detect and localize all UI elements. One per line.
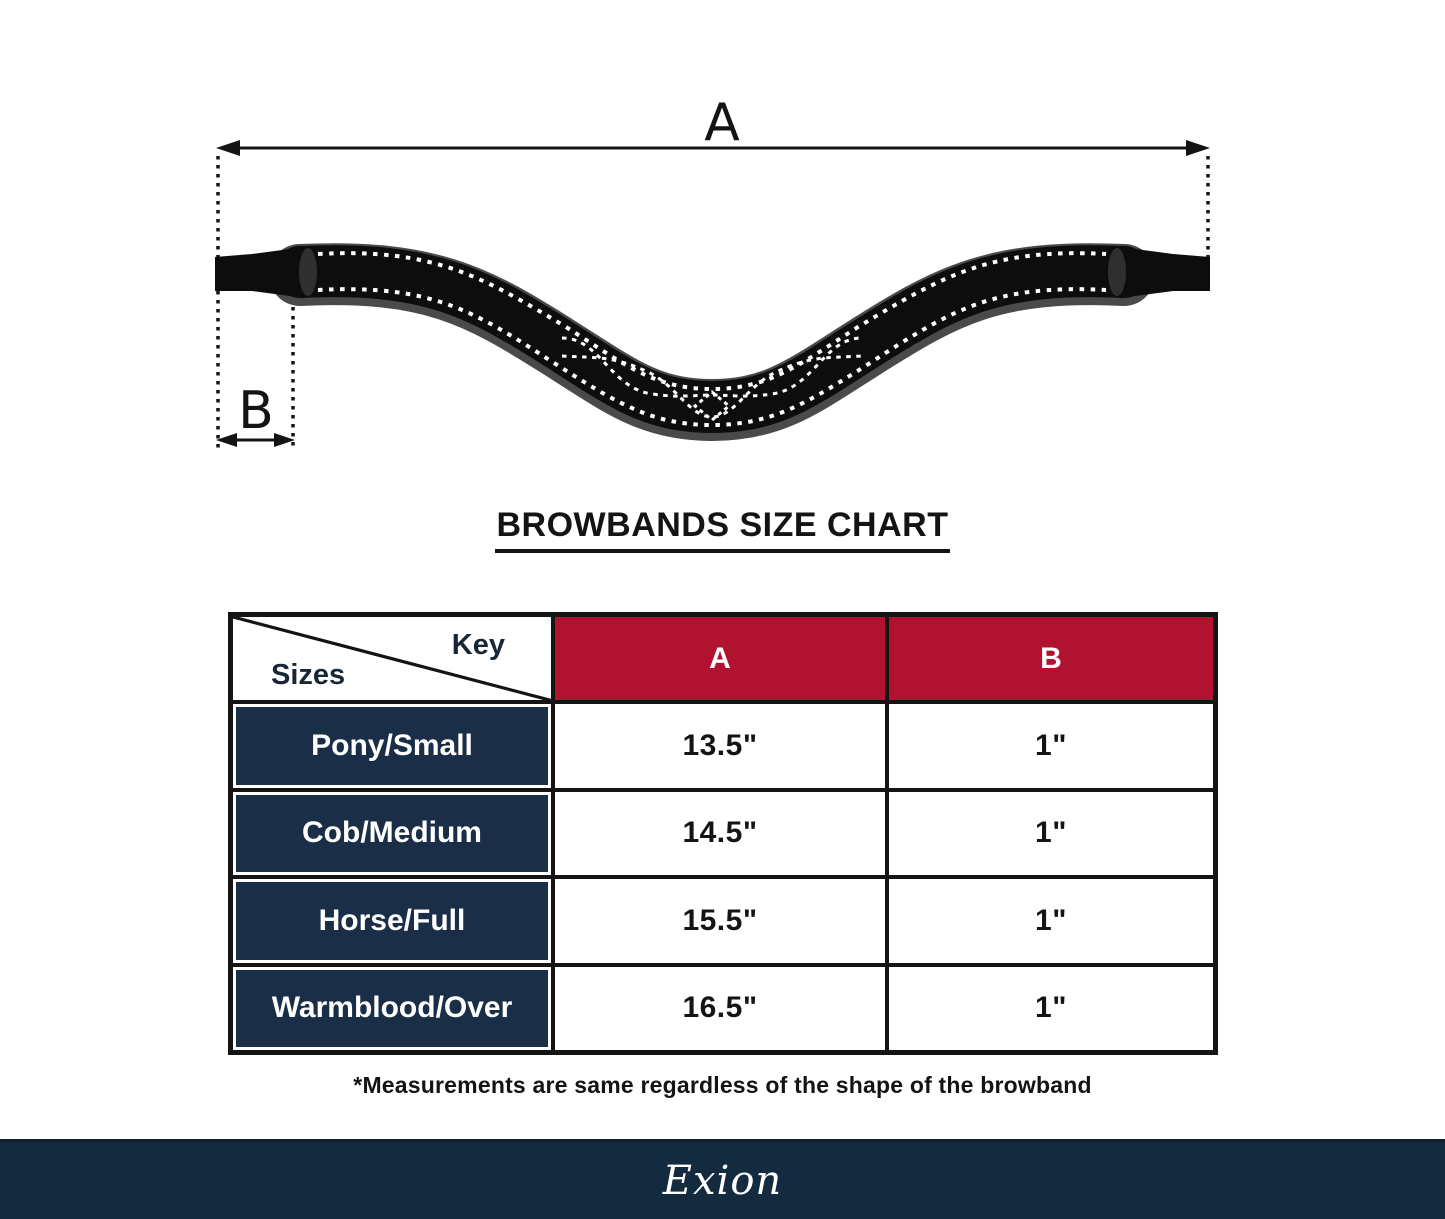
size-name-cell: Pony/Small — [233, 704, 551, 787]
dimension-b-label: B — [238, 381, 274, 441]
value-a-cell: 13.5" — [555, 704, 885, 787]
measurement-footnote: *Measurements are same regardless of the shape of the browband — [353, 1072, 1092, 1098]
corner-sizes-label: Sizes — [271, 659, 346, 692]
arrowhead-left-icon — [216, 140, 240, 156]
value-a-cell: 14.5" — [555, 792, 885, 875]
brand-logo: Exion — [662, 1157, 783, 1204]
value-b-cell: 1" — [889, 967, 1213, 1050]
column-header-a: A — [555, 617, 885, 700]
size-table — [228, 612, 1218, 1055]
size-name-cell: Horse/Full — [233, 879, 551, 962]
value-b-cell: 1" — [889, 792, 1213, 875]
browband-end-tab-left — [215, 247, 305, 298]
arrowhead-right-icon — [1186, 140, 1210, 156]
dimension-b — [216, 381, 295, 447]
browband-measurement-diagram — [0, 0, 1445, 480]
corner-key-label: Key — [451, 629, 505, 661]
keeper-loop-right — [1108, 248, 1126, 296]
size-name-cell: Cob/Medium — [233, 792, 551, 875]
browband-end-tab-right — [1120, 247, 1210, 298]
title-row — [0, 506, 1445, 553]
dimension-a — [216, 93, 1210, 156]
footer-bar — [0, 1139, 1445, 1219]
dimension-a-label: A — [704, 93, 740, 153]
value-b-cell: 1" — [889, 879, 1213, 962]
column-header-b: B — [889, 617, 1213, 700]
value-b-cell: 1" — [889, 704, 1213, 787]
value-a-cell: 15.5" — [555, 879, 885, 962]
size-name-cell: Warmblood/Over — [233, 967, 551, 1050]
keeper-loop-left — [299, 248, 317, 296]
table-corner-cell — [233, 617, 551, 700]
browband-shape — [215, 247, 1210, 425]
page-title: BROWBANDS SIZE CHART — [495, 506, 951, 553]
browband-leather — [300, 271, 1124, 407]
value-a-cell: 16.5" — [555, 967, 885, 1050]
